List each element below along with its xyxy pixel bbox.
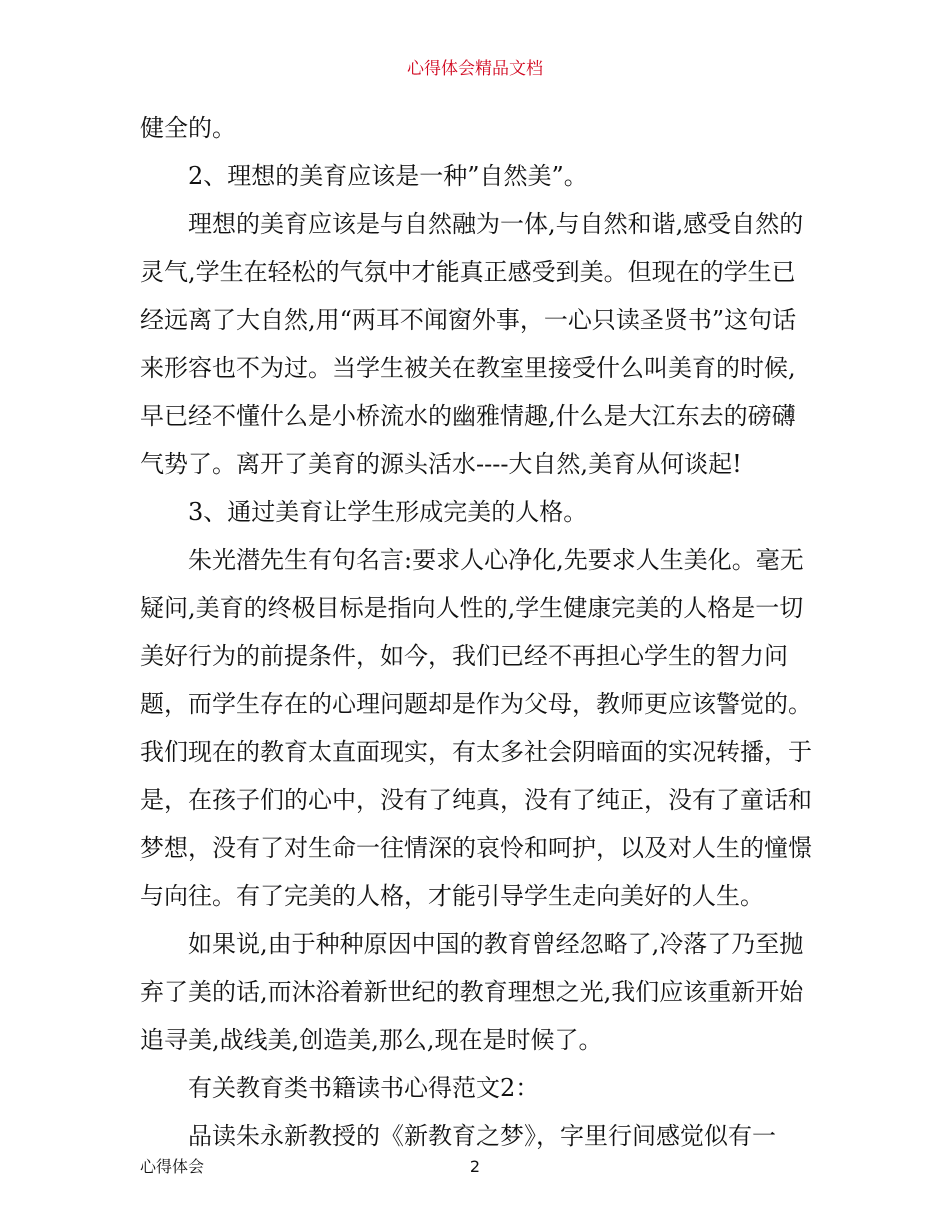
paragraph-conclusion: 如果说,由于种种原因中国的教育曾经忽略了,冷落了乃至抛弃了美的话,而沐浴着新世纪的教育理想之光,我们应该重新开始追寻美,战线美,创造美,那么,现在是时候了。 (140, 930, 804, 1054)
page-header-title: 心得体会精品文档 (407, 59, 543, 79)
page-footer-label: 心得体会 (140, 1157, 205, 1176)
paragraph-continuation: 健全的。 (140, 114, 236, 142)
paragraph-perfect-personality: 朱光潜先生有句名言:要求人心净化,先要求人生美化。毫无疑问,美育的终极目标是指向人性的,学生健康完美的人格是一切美好行为的前提条件，如今，我们已经不再担心学生的智力问题，而学生存在的心理问题却是作为父母，教师更应该警觉的。我们现在的教育太直面现实，有太多社会阴暗面的实况转播，于是，在孩子们的心中，没有了纯真，没有了纯正，没有了童话和梦想，没有了对生命一往情深的哀怜和呵护，以及对人生的憧憬与向往。有了完美的人格，才能引导学生走向美好的人生。 (140, 546, 812, 910)
page-number: 2 (469, 1157, 481, 1176)
section-heading-perfect-personality: 3、通过美育让学生形成完美的人格。 (188, 498, 588, 526)
section-heading-natural-beauty: 2、理想的美育应该是一种”自然美”。 (188, 162, 588, 190)
paragraph-essay-2-opening: 品读朱永新教授的《新教育之梦》，字里行间感觉似有一 (188, 1122, 776, 1150)
paragraph-natural-beauty: 理想的美育应该是与自然融为一体,与自然和谐,感受自然的灵气,学生在轻松的气氛中才能真正感受到美。但现在的学生已经远离了大自然,用“两耳不闻窗外事，一心只读圣贤书”这句话来形容也不为过。当学生被关在教室里接受什么叫美育的时候,早已经不懂什么是小桥流水的幽雅情趣,什么是大江东去的磅礴气势了。离开了美育的源头活水----大自然,美育从何谈起! (140, 210, 804, 478)
document-body (140, 104, 814, 1160)
section-heading-essay-2: 有关教育类书籍读书心得范文2： (188, 1074, 540, 1102)
